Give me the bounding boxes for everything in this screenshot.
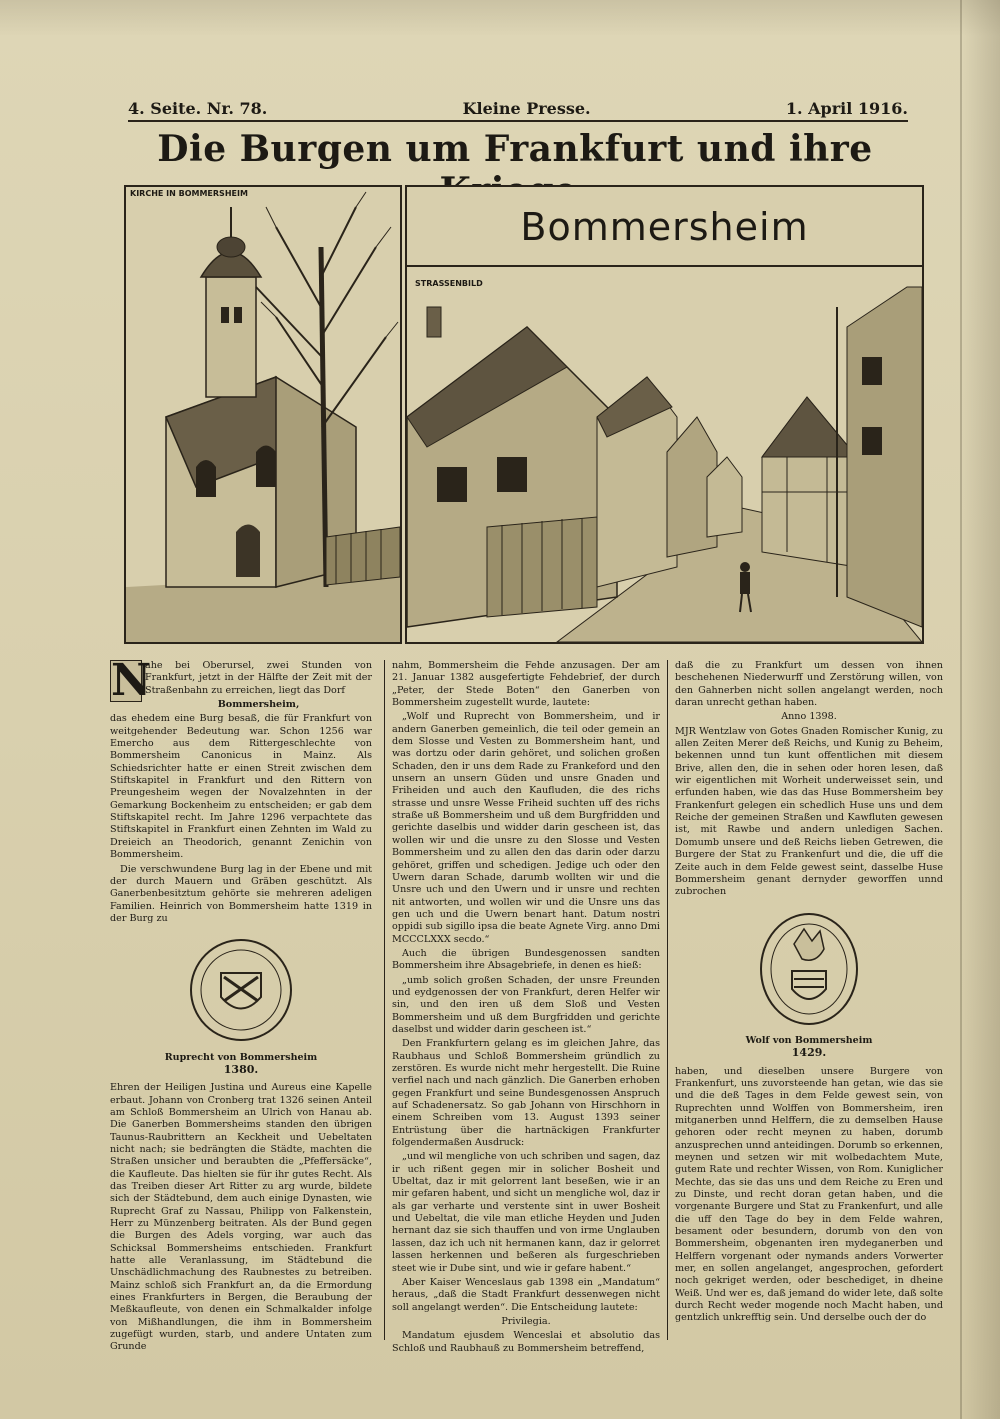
col2-paragraph-3: Auch die übrigen Bundesgenossen sandten Bommersheim ihre Absagebriefe, in denen es hieß: — [392, 947, 660, 972]
street-title-box — [405, 185, 924, 269]
article-headline: Die Burgen um Frankfurt und ihre — [157, 128, 873, 170]
col1-paragraph-2: das ehedem eine Burg besaß, die für Frankfurt von weitgehender Bedeutung war. Schon 1256 war Emercho aus dem Rittergeschlechte von Bommersheim Canonicus in Mainz. Als Schiedsrichter hatte er einen Streit zwischen dem Stiftskapitel in Frankfurt und den Rittern von Preungesheim wegen der Novalzehnten in der Gemarkung Bockenheim zu entscheiden; er gab dem Stiftskapitel recht. Im Jahre 1296 verpachtete das Stiftskapitel in Frankfurt einen Zehnten im Wald zu Dreieich an Theodorich, genannt Zenichin von Bommersheim. — [110, 713, 372, 861]
seal-ruprecht — [110, 935, 372, 1076]
col1-paragraph-4: Ehren der Heiligen Justina und Aureus eine Kapelle erbaut. Johann von Cronberg trat 1326 seinen Anteil am Schloß Bommersheim an Ulrich von Hanau ab. Die Ganerben Bommersheims standen den übrigen Taunus-Raubrittern an Keckheit und Uebeltaten nicht nach; sie bedrängten die Städte, machten die Straßen unsicher und beraubten die „Pfeffersäcke“, die Kaufleute. Das hielten sie für ihr gutes Recht. Als das Treiben dieser Art Ritter zu arg wurde, bildete sich der Städtebund, dem auch einige Dynasten, wie Ruprecht Graf zu Nassau, Philipp von Falkenstein, Herr zu Münzenberg beitraten. Als der Bund gegen die Burgen des Adels vorging, war auch das Schicksal Bommersheims entschieden. Frankfurt hatte alle Veranlassung, im Städtebund die Unschädlichmachung des Raubnestes zu betreiben. Mainz schloß sich Frankfurt an, da die Ermordung eines Frankfurters in Bergen, die Beraubung der Meßkaufleute, von denen ein Schmalkalder infolge von Mißhandlungen, die ihm in Bommersheim zugefügt wurden, starb, und andere Untaten zum Grunde — [110, 1082, 372, 1353]
dropcap-letter: N — [111, 655, 152, 706]
header-date: 1. April 1916. — [785, 98, 908, 118]
article-column-3 — [675, 660, 943, 1340]
col3-paragraph-1: daß die zu Frankfurt um dessen von ihnen beschehenen Niederwurff und Zerstörung willen, von den Gahnerben nicht sollen angelangt werden, noch daran unrecht gethan haben. — [675, 660, 943, 709]
col3-paragraph-2: MJR Wentzlaw von Gotes Gnaden Romischer Kunig, zu allen Zeiten Merer deß Reichs, und Kunig zu Beheim, bekennen unnd tun kunt offentlichen mit diesem Brive, allen den, die in sehen oder horen lesen, daß wir eigentlichen mit Worheit underweisset sein, und erfunden haben, wie das das Huse Bommersheim bey Frankenfurt gelegen ein schedlich Huse uns und dem Reiche der gemeinen Straßen und Kawfluten gewesen ist, mit Rawbe und andern unledigen Sachen. Domumb unsere und deß Reichs lieben Getrewen, die Burgere der Stat zu Frankenfurt und die, die uff die Zeite auch in dem Felde gewest seint, dasselbe Huse Bommersheim genant dernyder geworffen unnd zubrochen — [675, 725, 943, 898]
seal-wolf-year: 1429. — [791, 1046, 827, 1060]
street-drawing — [407, 267, 922, 642]
col2-paragraph-4: „umb solich großen Schaden, der unsre Freunden und eydgenossen der von Frankfurt, deren Helfer wir sin, und den iren uß dem Sloß und Vesten Bommersheim und uß dem Burgfridden und gerichte daselbst und widder darin gescheen ist.“ — [392, 974, 660, 1035]
col1-paragraph-3: Die verschwundene Burg lag in der Ebene und mit der durch Mauern und Gräben geschützt. Als Ganerbenbesitztum gehörte sie mehreren adeligen Familien. Heinrich von Bommersheim hatte 1319 in der Burg zu — [110, 863, 372, 924]
street-caption: STRASSENBILD — [415, 279, 483, 288]
header-newspaper-name: Kleine Presse. — [462, 98, 591, 118]
col2-paragraph-5: Den Frankfurtern gelang es im gleichen Jahre, das Raubhaus und Schloß Bommersheim gründlich zu zerstören. Es wurde nicht mehr hergestellt. Die Ruine verfiel nach und nach gänzlich. Die Ganerben erhoben gegen Frankfurt und seine Bundesgenossen Anspruch auf Schadenersatz. So gab Johann von Hirschhorn in einem Schreiben vom 13. August 1393 seiner Entrüstung über die hartnäckigen Frankfurter folgendermaßen Ausdruck: — [392, 1038, 660, 1149]
church-drawing — [126, 187, 400, 642]
article-column-2 — [392, 660, 660, 1354]
seal-ruprecht-year: 1380. — [223, 1062, 259, 1076]
col2-paragraph-1: nahm, Bommersheim die Fehde anzusagen. Der am 21. Januar 1382 ausgefertigte Fehdebrief, der durch „Peter, der Stede Boten“ den Ganerben von Bommersheim zugestellt wurde, lautete: — [392, 660, 660, 709]
col2-privilegia-heading: Privilegia. — [501, 1315, 551, 1327]
church-caption: KIRCHE IN BOMMERSHEIM — [130, 189, 248, 198]
seal-wolf — [675, 909, 943, 1060]
col2-paragraph-8: Mandatum ejusdem Wenceslai et absolutio das Schloß und Raubhauß zu Bommersheim betreffend, — [392, 1330, 660, 1354]
seal-ruprecht-caption: Ruprecht von Bommersheim — [164, 1051, 318, 1063]
col1-paragraph-1: ahe bei Oberursel, zwei Stunden von Frankfurt, jetzt in der Hälfte der Zeit mit der Straßenbahn zu erreichen, liegt das Dorf — [145, 660, 372, 696]
article-column-1 — [110, 655, 372, 1353]
col2-paragraph-7: Aber Kaiser Wenceslaus gab 1398 ein „Mandatum“ heraus, „daß die Stadt Frankfurt dessenwegen nicht soll angelangt werden“. Die Entscheidung lautete: — [392, 1276, 660, 1313]
col2-paragraph-6: „und wil mengliche von uch schriben und sagen, daz ir uch rißent gegen mir in solicher Bosheit und Ubeltat, daz ir mit gelorrent lant beseßen, wie ir an mir gefaren habent, und sicht un mengliche wol, daz ir als gar verharte und verstente sint in uwer Bosheit und Uebeltat, die vile man etliche Heyden und Juden hernant daz sie sich thauffen und von irme Unglauben lassen, daz ich uch nit hermanen kann, daz ir gelorret lassen herkennen und beßeren als furgeschrieben steet wie ir Dube sint, und wie ir gefare habent.“ — [392, 1151, 660, 1274]
col2-paragraph-2: „Wolf und Ruprecht von Bommersheim, und ir andern Ganerben gemeinlich, die teil oder gemein an dem Slosse und Vesten zu Bommersheim hant, und was dortzu oder darin gehöret, und solichen großen Schaden, den ir uns dem Rade zu Frankeford und den unsern an unsern Güden und unsre Gnaden und Friheiden und auch den Kaufluden, die des richs strasse und unsre Wesse Friheid suchten uff des richs straße uß Bommersheim und uß dem Burgfridden und gerichte daselbis und widder darin gescheen ist, das wollen wir und die unsre zu den Slosse und Vesten Bommersheim und zu allen den das darin oder darzu gehöret, griffen und schedigen. Jedige uch oder den Uwern daran Schade, darumb wollten wir und die Unsre uch und den Uwern und ir unsre und rechten nit antworten, und wollen wir und die Unsre uns das gen uch und die Uwern benart hant. Datum nostri oppidi sub sigillo ipsa die beate Agnete Virg. anno Dmi MCCCLXXX secdo.“ — [392, 711, 660, 945]
street-title-text: Bommersheim — [520, 205, 809, 249]
column-rule-2 — [667, 660, 668, 1340]
col3-paragraph-3: haben, und dieselben unsere Burgere von Frankenfurt, uns zuvorsteende han getan, wie das sie und die deß Tages in dem Felde gewest sein, von Ruprechten unnd Wolffen von Bommersheim, iren mitganerben unnd Helffern, die zu demselben Hause gehoren oder recht meynen zu haben, dorumb anzusprechen unnd anteidingen. Dorumb so erkennen, meynen und setzen wir mit wolbedachtem Mute, gutem Rate und rechter Wissen, von Rom. Kuniglicher Mechte, das sie das uns und dem Reiche zu Eren und zu Dinste, und recht doran getan haben, und die vorgenante Burgere und Stat zu Frankenfurt, und alle die uff den Tage do bey in dem Felde wahren, besament oder besundern, dorumb von den von Bommersheim, obgenanten iren mydeganerben und Helffern vorgenant oder nymands anders Vorwerter mer, en sollen angelanget, angesprochen, gefordert noch gekriget werden, oder beschediget, in dheine Weiß. Und wer es, daß jemand do wider lete, daß solte durch Recht weder mogende noch Macht haben, und gentzlich unkrefftig sein. Und derselbe ouch der do — [675, 1065, 943, 1324]
street-illustration — [405, 265, 924, 644]
seal-ruprecht-image — [186, 935, 296, 1045]
col3-anno-heading: Anno 1398. — [781, 711, 837, 723]
page-fold-line — [960, 0, 962, 1419]
church-illustration — [124, 185, 402, 644]
page-header — [128, 96, 908, 122]
scan-shadow-top — [0, 0, 1000, 36]
seal-wolf-image — [754, 909, 864, 1029]
column-rule-1 — [384, 660, 385, 1340]
scan-shadow-right — [960, 0, 1000, 1419]
col1-place-name: Bommersheim, — [217, 699, 300, 711]
seal-wolf-caption: Wolf von Bommersheim — [745, 1034, 873, 1046]
header-page-number: 4. Seite. Nr. 78. — [128, 98, 268, 118]
